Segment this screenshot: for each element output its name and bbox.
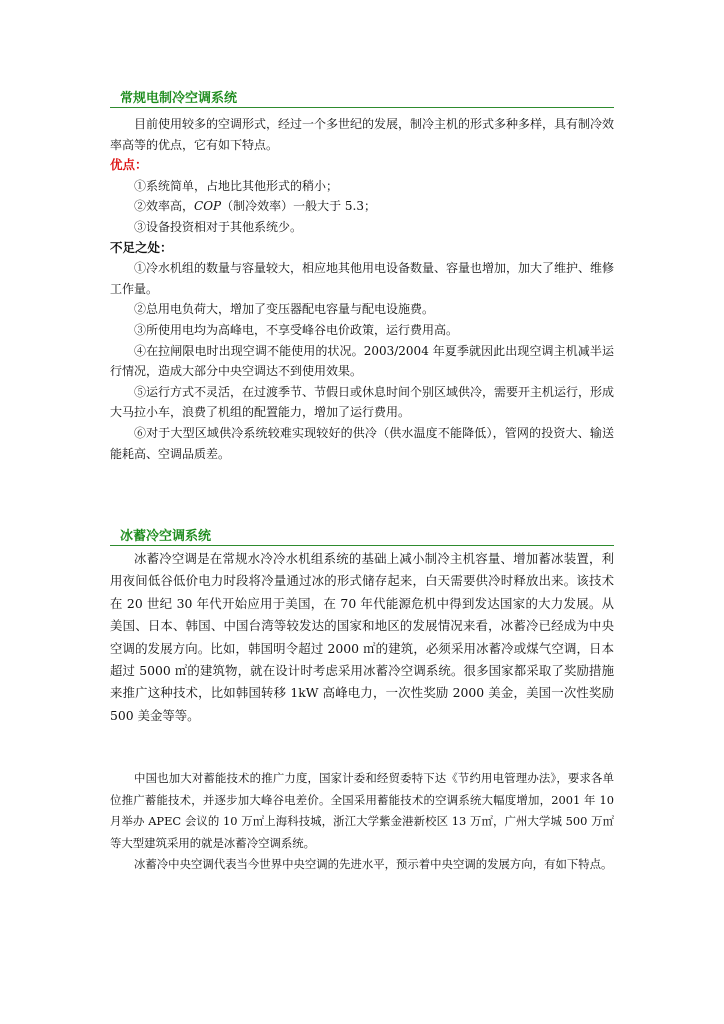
section-body-conventional [110,114,614,464]
advantage-prefix: ②效率高， [134,199,195,214]
advantage-suffix: （制冷效率）一般大于 5.3； [221,199,377,214]
disadvantage-item: ⑤运行方式不灵活，在过渡季节、节假日或休息时间个别区域供冷，需要开主机运行，形成大马拉小车，浪费了机组的配置能力，增加了运行费用。 [110,384,615,420]
advantage-item: ③设备投资相对于其他系统少。 [134,219,303,234]
disadvantage-item: ①冷水机组的数量与容量较大，相应地其他用电设备数量、容量也增加，加大了维护、维修工作量。 [110,261,615,296]
disadvantage-item: ④在拉闸限电时出现空调不能使用的状况。2003/2004 年夏季就因此出现空调主机减半运行情况，造成大部分中央空调达不到使用效果。 [110,343,614,379]
disadvantage-item: ⑥对于大型区域供冷系统较难实现较好的供冷（供水温度不能降低），管网的投资大、输送能耗高、空调品质差。 [110,425,614,461]
section-heading-ice-storage: 冰蓄冷空调系统 [110,528,614,546]
intro-paragraph: 目前使用较多的空调形式，经过一个多世纪的发展，制冷主机的形式多种多样，具有制冷效率高等的优点，它有如下特点。 [110,117,615,152]
disadvantage-item: ②总用电负荷大，增加了变压器配电容量与配电设施费。 [134,302,435,317]
advantage-item: ①系统简单，占地比其他形式的稍小； [134,178,339,193]
ice-storage-paragraph-3: 冰蓄冷中央空调代表当今世界中央空调的先进水平，预示着中央空调的发展方向，有如下特点。 [134,857,613,872]
cop-term: COP [194,199,222,214]
section-body-ice-storage-2 [110,768,614,876]
disadvantage-item: ③所使用电均为高峰电，不享受峰谷电价政策，运行费用高。 [134,322,459,337]
section-heading-conventional: 常规电制冷空调系统 [110,90,614,108]
ice-storage-paragraph-1: 冰蓄冷空调是在常规水冷冷水机组系统的基础上减小制冷主机容量、增加蓄冰装置，利用夜间低谷低价电力时段将冷量通过冰的形式储存起来，白天需要供冷时释放出来。该技术在 20 世纪 30 年代开始应用于美国，在 70 年代能源危机中得到发达国家的大力发展。从美国、日本、韩国、中国台湾等较发达的国家和地区的发展情况来看，冰蓄冷已经成为中央空调的发展方向。比如，韩国明令超过 2000 ㎡的建筑，必须采用冰蓄冷或煤气空调，日本超过 5000 ㎡的建筑物，就在设计时考虑采用冰蓄冷空调系统。很多国家都采取了奖励措施来推广这种技术，比如韩国转移 1kW 高峰电力，一次性奖励 2000 美金，美国一次性奖励 500 美金等等。 [110,551,614,723]
section-body-ice-storage [110,548,614,727]
ice-storage-paragraph-2: 中国也加大对蓄能技术的推广力度，国家计委和经贸委特下达《节约用电管理办法》，要求各单位推广蓄能技术，并逐步加大峰谷电差价。全国采用蓄能技术的空调系统大幅度增加，2001 年 10 月举办 APEC 会议的 10 万㎡上海科技城，浙江大学紫金港新校区 13 万㎡，广州大学城 500 万㎡等大型建筑采用的就是冰蓄冷空调系统。 [110,771,614,850]
advantages-label: 优点： [110,157,148,173]
advantage-item [110,196,614,217]
disadvantages-label: 不足之处： [110,239,173,255]
